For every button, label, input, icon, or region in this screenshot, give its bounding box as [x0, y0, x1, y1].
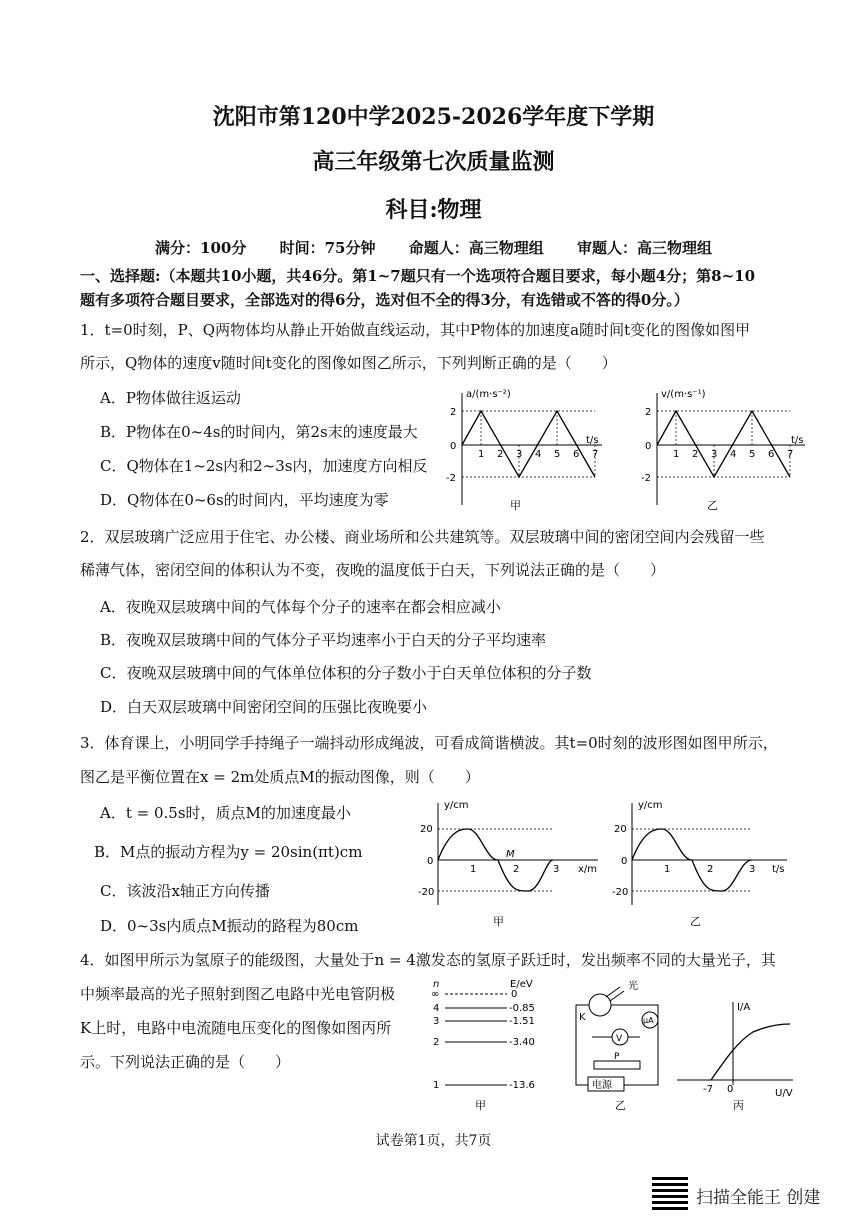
q4-stem-line1: 4．如图甲所示为氢原子的能级图，大量处于n = 4激发态的氢原子跃迁时，发出频率不同的大量光子，其	[80, 951, 776, 969]
x-tick: 1	[470, 864, 477, 875]
reviewer: 审题人：高三物理组	[576, 239, 712, 257]
y-axis-label: y/cm	[638, 800, 663, 811]
y-tick: -20	[612, 887, 629, 898]
y-tick: 0	[450, 441, 457, 452]
figure-caption: 甲	[475, 1099, 486, 1112]
y-tick: -20	[418, 887, 435, 898]
x-tick: 5	[749, 449, 756, 460]
iv-curve	[711, 1024, 790, 1080]
x-axis-label: t/s	[586, 435, 599, 446]
x-tick: 5	[554, 449, 561, 460]
q2-option-b: B．夜晚双层玻璃中间的气体分子平均速率小于白天的分子平均速率	[100, 631, 547, 649]
q4-energy-level-diagram	[425, 975, 555, 1115]
y-tick: 20	[614, 824, 627, 835]
figure-caption: 甲	[493, 915, 504, 928]
school-title: 沈阳市第120中学2025-2026学年度下学期	[212, 104, 655, 130]
q4-stem-line3: K上时，电路中电流随电压变化的图像如图丙所	[80, 1019, 392, 1037]
scanner-watermark: 扫描全能王 创建	[696, 1188, 821, 1208]
level-e: 0	[511, 989, 518, 1000]
q3-stem-line1: 3．体育课上，小明同学手持绳子一端抖动形成绳波，可看成简谐横波。其t=0时刻的波形图如图甲所示，	[80, 734, 778, 752]
x-tick: 3	[516, 449, 523, 460]
y-axis-label: I/A	[737, 1002, 751, 1013]
page-footer: 试卷第1页，共7页	[375, 1133, 492, 1149]
q3-option-d: D．0~3s内质点M振动的路程为80cm	[100, 917, 359, 935]
q4-stem-line2: 中频率最高的光子照射到图乙电路中光电管阴极	[80, 985, 396, 1003]
q2-option-c: C．夜晚双层玻璃中间的气体单位体积的分子数小于白天单位体积的分子数	[100, 664, 592, 682]
x-axis-label: x/m	[578, 864, 598, 875]
slider-label: P	[614, 1052, 620, 1062]
x-tick: 4	[730, 449, 737, 460]
energy-label: E/eV	[510, 979, 533, 990]
x-tick: 3	[553, 864, 560, 875]
y-tick: 2	[645, 407, 652, 418]
y-tick: 0	[427, 856, 434, 867]
level-n: 1	[433, 1080, 440, 1091]
n-label: n	[433, 979, 440, 990]
section-intro-line1: 一、选择题:（本题共10小题，共46分。第1~7题只有一个选项符合题目要求，每小题4分；第8~10	[80, 267, 756, 285]
q3-figure-a	[418, 795, 608, 940]
level-n: ∞	[431, 989, 440, 1000]
y-tick: 2	[450, 407, 457, 418]
power-source-label: 电源	[592, 1080, 612, 1091]
q1-option-c: C．Q物体在1~2s内和2~3s内，加速度方向相反	[100, 457, 428, 475]
exam-time: 时间：75分钟	[279, 239, 376, 257]
q1-option-a: A．P物体做往返运动	[100, 389, 241, 407]
x-tick: 1	[673, 449, 680, 460]
q3-option-b: B．M点的振动方程为y = 20sin(πt)cm	[94, 843, 363, 861]
section-intro-line2: 题有多项符合题目要求，全部选对的得6分，选对但不全的得3分，有选错或不答的得0分。）	[80, 291, 689, 309]
level-n: 2	[433, 1037, 440, 1048]
figure-caption: 丙	[733, 1099, 744, 1112]
level-e: -13.6	[509, 1080, 535, 1091]
x-axis-label: t/s	[791, 435, 804, 446]
y-tick: -2	[641, 473, 651, 484]
y-axis-label: a/(m·s⁻²)	[466, 389, 511, 400]
q3-option-c: C．该波沿x轴正方向传播	[100, 882, 270, 900]
q4-stem-line4: 示。下列说法正确的是（ ）	[80, 1053, 291, 1071]
level-e: -3.40	[509, 1037, 535, 1048]
x-tick: 1	[478, 449, 485, 460]
y-tick: 0	[621, 856, 628, 867]
rheostat-icon	[594, 1061, 640, 1069]
q1-figure-b	[635, 385, 815, 515]
x-tick: 2	[513, 864, 520, 875]
x-tick: 6	[768, 449, 775, 460]
x-axis-label: U/V	[775, 1088, 793, 1099]
x-tick: 3	[711, 449, 718, 460]
q1-figure-a	[440, 385, 610, 515]
qr-code-icon	[652, 1174, 688, 1210]
q1-option-d: D．Q物体在0~6s的时间内，平均速度为零	[100, 491, 389, 509]
y-tick: -2	[446, 473, 456, 484]
q1-stem-line1: 1．t=0时刻，P、Q两物体均从静止开始做直线运动，其中P物体的加速度a随时间t变化的图像如图甲	[80, 321, 751, 339]
x-tick: 2	[497, 449, 504, 460]
cathode-label: K	[579, 1012, 586, 1023]
figure-caption: 乙	[615, 1099, 626, 1112]
x-tick: 7	[592, 449, 599, 460]
q3-figure-b	[612, 795, 797, 940]
level-e: -1.51	[509, 1016, 535, 1027]
setter: 命题人：高三物理组	[408, 239, 544, 257]
x-tick: 0	[727, 1084, 734, 1095]
q2-option-d: D．白天双层玻璃中间密闭空间的压强比夜晚要小	[100, 698, 428, 716]
subject-title: 科目:物理	[385, 197, 482, 223]
q2-stem-line2: 稀薄气体，密闭空间的体积认为不变，夜晚的温度低于白天，下列说法正确的是（ ）	[80, 561, 666, 579]
x-axis-label: t/s	[772, 864, 785, 875]
voltmeter-label: V	[616, 1034, 623, 1044]
x-tick: 7	[787, 449, 794, 460]
exam-meta	[0, 237, 867, 258]
ammeter-label: μA	[643, 1016, 654, 1025]
y-axis-label: y/cm	[444, 800, 469, 811]
velocity-curve	[657, 411, 790, 477]
x-tick: 4	[535, 449, 542, 460]
q3-option-a: A．t = 0.5s时，质点M的加速度最小	[100, 804, 351, 822]
q2-option-a: A．夜晚双层玻璃中间的气体每个分子的速率在都会相应减小	[100, 598, 501, 616]
q1-stem-line2: 所示，Q物体的速度v随时间t变化的图像如图乙所示，下列判断正确的是（ ）	[80, 354, 617, 372]
q2-stem-line1: 2．双层玻璃广泛应用于住宅、办公楼、商业场所和公共建筑等。双层玻璃中间的密闭空间内会残留一些	[80, 528, 765, 546]
level-n: 4	[433, 1003, 440, 1014]
x-tick: 2	[692, 449, 699, 460]
y-tick: 20	[420, 824, 433, 835]
q3-stem-line2: 图乙是平衡位置在x = 2m处质点M的振动图像，则（ ）	[80, 768, 480, 786]
level-e: -0.85	[509, 1003, 535, 1014]
x-tick: 6	[573, 449, 580, 460]
figure-caption: 乙	[707, 499, 718, 512]
figure-caption: 甲	[510, 499, 521, 512]
light-label: 光	[628, 981, 638, 992]
q4-circuit-diagram	[570, 975, 670, 1115]
y-tick: 0	[645, 441, 652, 452]
q4-iv-graph	[675, 980, 800, 1115]
acceleration-curve	[462, 411, 595, 477]
q1-option-b: B．P物体在0~4s的时间内，第2s末的速度最大	[100, 423, 418, 441]
y-axis-label: v/(m·s⁻¹)	[661, 389, 706, 400]
point-m-label: M	[506, 849, 515, 860]
x-tick: -7	[703, 1084, 713, 1095]
level-n: 3	[433, 1016, 440, 1027]
exam-title: 高三年级第七次质量监测	[312, 149, 555, 175]
x-tick: 2	[707, 864, 714, 875]
phototube-icon	[589, 994, 611, 1016]
full-score: 满分：100分	[155, 239, 247, 257]
figure-caption: 乙	[690, 915, 701, 928]
x-tick: 1	[664, 864, 671, 875]
x-tick: 3	[749, 864, 756, 875]
